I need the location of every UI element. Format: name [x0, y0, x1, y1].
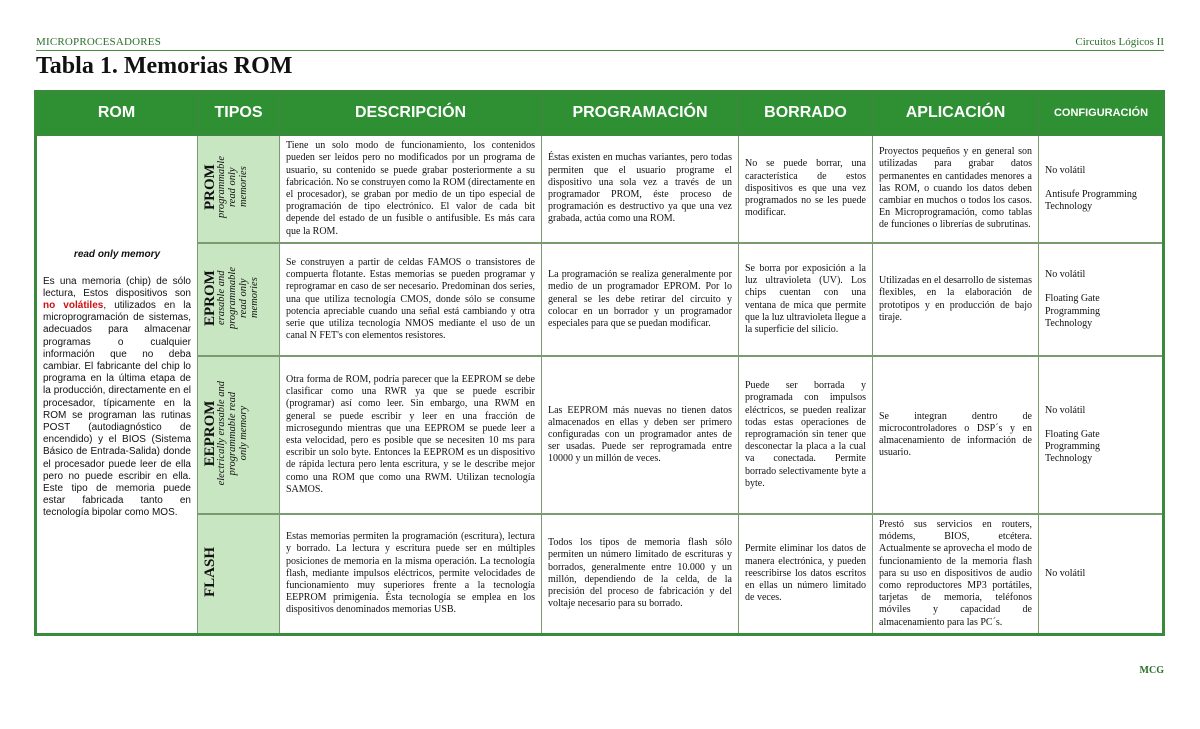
non-volatile-highlight: no volátiles	[43, 299, 104, 311]
descripcion-eeprom: Otra forma de ROM, podría parecer que la EEPROM se debe clasificar como una RWR ya que se puede escribir (programar) así como leer. Sin embargo, una RWM en general se puede escribir y leer en una fracción de microsegundo mientras que una EEPROM se puede leer a esta velocidad, pero es posible que se necesiten 10 ms para escribir un solo byte. Entonces la EEPROM es un dispositivo de rápida lectura pero lenta escritura, y se le describe mejor como una ROM que como una RWM. Utilizan tecnología SAMOS.	[280, 356, 542, 513]
programacion-eeprom: Las EEPROM más nuevas no tienen datos almacenados en ellas y deben ser primero configuradas con un programador antes de ser usadas. Puede ser reprogramada entre 10000 y un millón de veces.	[542, 356, 739, 513]
table-row	[36, 135, 1164, 243]
programacion-eprom: La programación se realiza generalmente por medio de un programador EPROM. Por lo general se les debe retirar del circuito y colocar en un borrador y un programador especiales para que se puedan modificar.	[542, 243, 739, 356]
borrado-prom: No se puede borrar, una característica de estos dispositivos es que una vez programados no se les puede modificar.	[739, 135, 873, 243]
rom-description: Es una memoria (chip) de sólo lectura, Estos dispositivos son no volátiles, utilizados en la microprogramación de sistemas, adecuados para almacenar programas o cualquier información que no deba cambiar. El fabricante del chip lo programa en la última etapa de la producción, directamente en el procesador, típicamente en la ROM se programan las rutinas POST (autodiagnóstico de encendido) y el BIOS (Sistema Básico de Entrada-Salida) donde el procesador puede leer de ella pero no puede escribir en ella. Este tipo de memoria puede estar fabricada tanto en tecnología bipolar como MOS.	[43, 275, 192, 519]
aplicacion-prom: Proyectos pequeños y en general son utilizadas para grabar datos permanentes en cantidades menores a las ROM, o cuando los datos deben cambiar en muchos o todos los casos. En Microprogramación, como tablas de funciones o librerías de subrutinas.	[873, 135, 1039, 243]
tipo-flash: FLASH	[198, 514, 280, 635]
aplicacion-flash: Prestó sus servicios en routers, módems, BIOS, etcétera. Actualmente se aprovecha el modo de funcionamiento de la memoria flash para su uso en dispositivos de audio como reproductores MP3 portátiles, tarjetas de memoria, teléfonos móviles y capacidad de almacenamiento para las PC´s.	[873, 514, 1039, 635]
aplicacion-eeprom: Se integran dentro de microcontroladores o DSP´s y en almacenamiento de información de usuario.	[873, 356, 1039, 513]
programacion-prom: Éstas existen en muchas variantes, pero todas permiten que el usuario programe el dispositivo una sola vez a través de un programador PROM, éste proceso de programación es destructivo ya que una vez grabada, actúa como una ROM.	[542, 135, 739, 243]
borrado-flash: Permite eliminar los datos de manera electrónica, y pueden reescribirse los datos escritos en ellas un número limitado de veces.	[739, 514, 873, 635]
col-header-descripcion: DESCRIPCIÓN	[280, 92, 542, 135]
table-row	[36, 243, 1164, 356]
borrado-eeprom: Puede ser borrada y programada con impulsos eléctricos, se pueden realizar todas estas operaciones de reprogramación sin tener que desconectar la placa a la cual va conectada. Permite borrado selectivamente byte a byte.	[739, 356, 873, 513]
rom-table	[34, 90, 1165, 636]
config-flash: No volátil	[1039, 514, 1164, 635]
config-eeprom: No volátil Floating Gate Programming Technology	[1039, 356, 1164, 513]
header-subject: MICROPROCESADORES	[36, 36, 162, 48]
table-row	[36, 356, 1164, 513]
rom-subtitle: read only memory	[73, 249, 161, 261]
descripcion-prom: Tiene un solo modo de funcionamiento, los contenidos pueden ser leídos pero no modificados por un programa de usuario, su contenido se puede grabar posteriormente a su fabricación. No se construyen como la ROM (directamente en el procesador), se graban por medio de un tipo especial de programación de tipo electrónico. El valor de cada bit depende del estado de un fusible o antifusible. Es más cara que la ROM.	[280, 135, 542, 243]
col-header-tipos: TIPOS	[198, 92, 280, 135]
footer-initials: MCG	[1139, 665, 1164, 676]
borrado-eprom: Se borra por exposición a la luz ultravioleta (UV). Los chips cuentan con una ventana de mica que permite que la luz ultravioleta llegue a la superficie del silicio.	[739, 243, 873, 356]
aplicacion-eprom: Utilizadas en el desarrollo de sistemas flexibles, en la elaboración de prototipos y en producción de bajo tiraje.	[873, 243, 1039, 356]
header-row	[36, 92, 1164, 135]
col-header-borrado: BORRADO	[739, 92, 873, 135]
programacion-flash: Todos los tipos de memoria flash sólo permiten un número limitado de escrituras y borrados, generalmente entre 10.000 y un millón, dependiendo de la celda, de la precisión del proceso de fabricación y del voltaje necesario para su borrado.	[542, 514, 739, 635]
page-title: Tabla 1. Memorias ROM	[36, 53, 293, 79]
col-header-configuracion: CONFIGURACIÓN	[1039, 92, 1164, 135]
table-row	[36, 514, 1164, 635]
descripcion-eprom: Se construyen a partir de celdas FAMOS o transistores de compuerta flotante. Estas memorias se pueden programar y reprogramar en caso de ser necesario. Predominan dos series, una que utiliza tecnología CMOS, donde sólo se consume potencia apreciable cuando una señal está cambiando y otra serie que utiliza tecnología NMOS mediante el uso de un canal N FET's con elementos resistores.	[280, 243, 542, 356]
col-header-rom: ROM	[36, 92, 198, 135]
tipo-eprom: EPROM erasable and programmable read only memories	[198, 243, 280, 356]
config-eprom: No volátil Floating Gate Programming Technology	[1039, 243, 1164, 356]
rom-description-cell	[36, 135, 198, 635]
header-divider	[36, 50, 1164, 51]
tipo-eeprom: EEPROM electrically erasable and programmable read only memory	[198, 356, 280, 513]
config-prom: No volátil Antisufe Programming Technology	[1039, 135, 1164, 243]
col-header-aplicacion: APLICACIÓN	[873, 92, 1039, 135]
descripcion-flash: Estas memorias permiten la programación (escritura), lectura y borrado. La lectura y escritura puede ser en múltiples posiciones de memoria en la misma operación. La tecnología flash, mediante impulsos eléctricos, permite velocidades de funcionamiento muy superiores frente a la tecnología EEPROM primigenia. Ésta tecnología se emplea en los dispositivos denominados memorias USB.	[280, 514, 542, 635]
col-header-programacion: PROGRAMACIÓN	[542, 92, 739, 135]
tipo-prom: PROM programmable read only memories	[198, 135, 280, 243]
header-course: Circuitos Lógicos II	[1075, 36, 1164, 48]
